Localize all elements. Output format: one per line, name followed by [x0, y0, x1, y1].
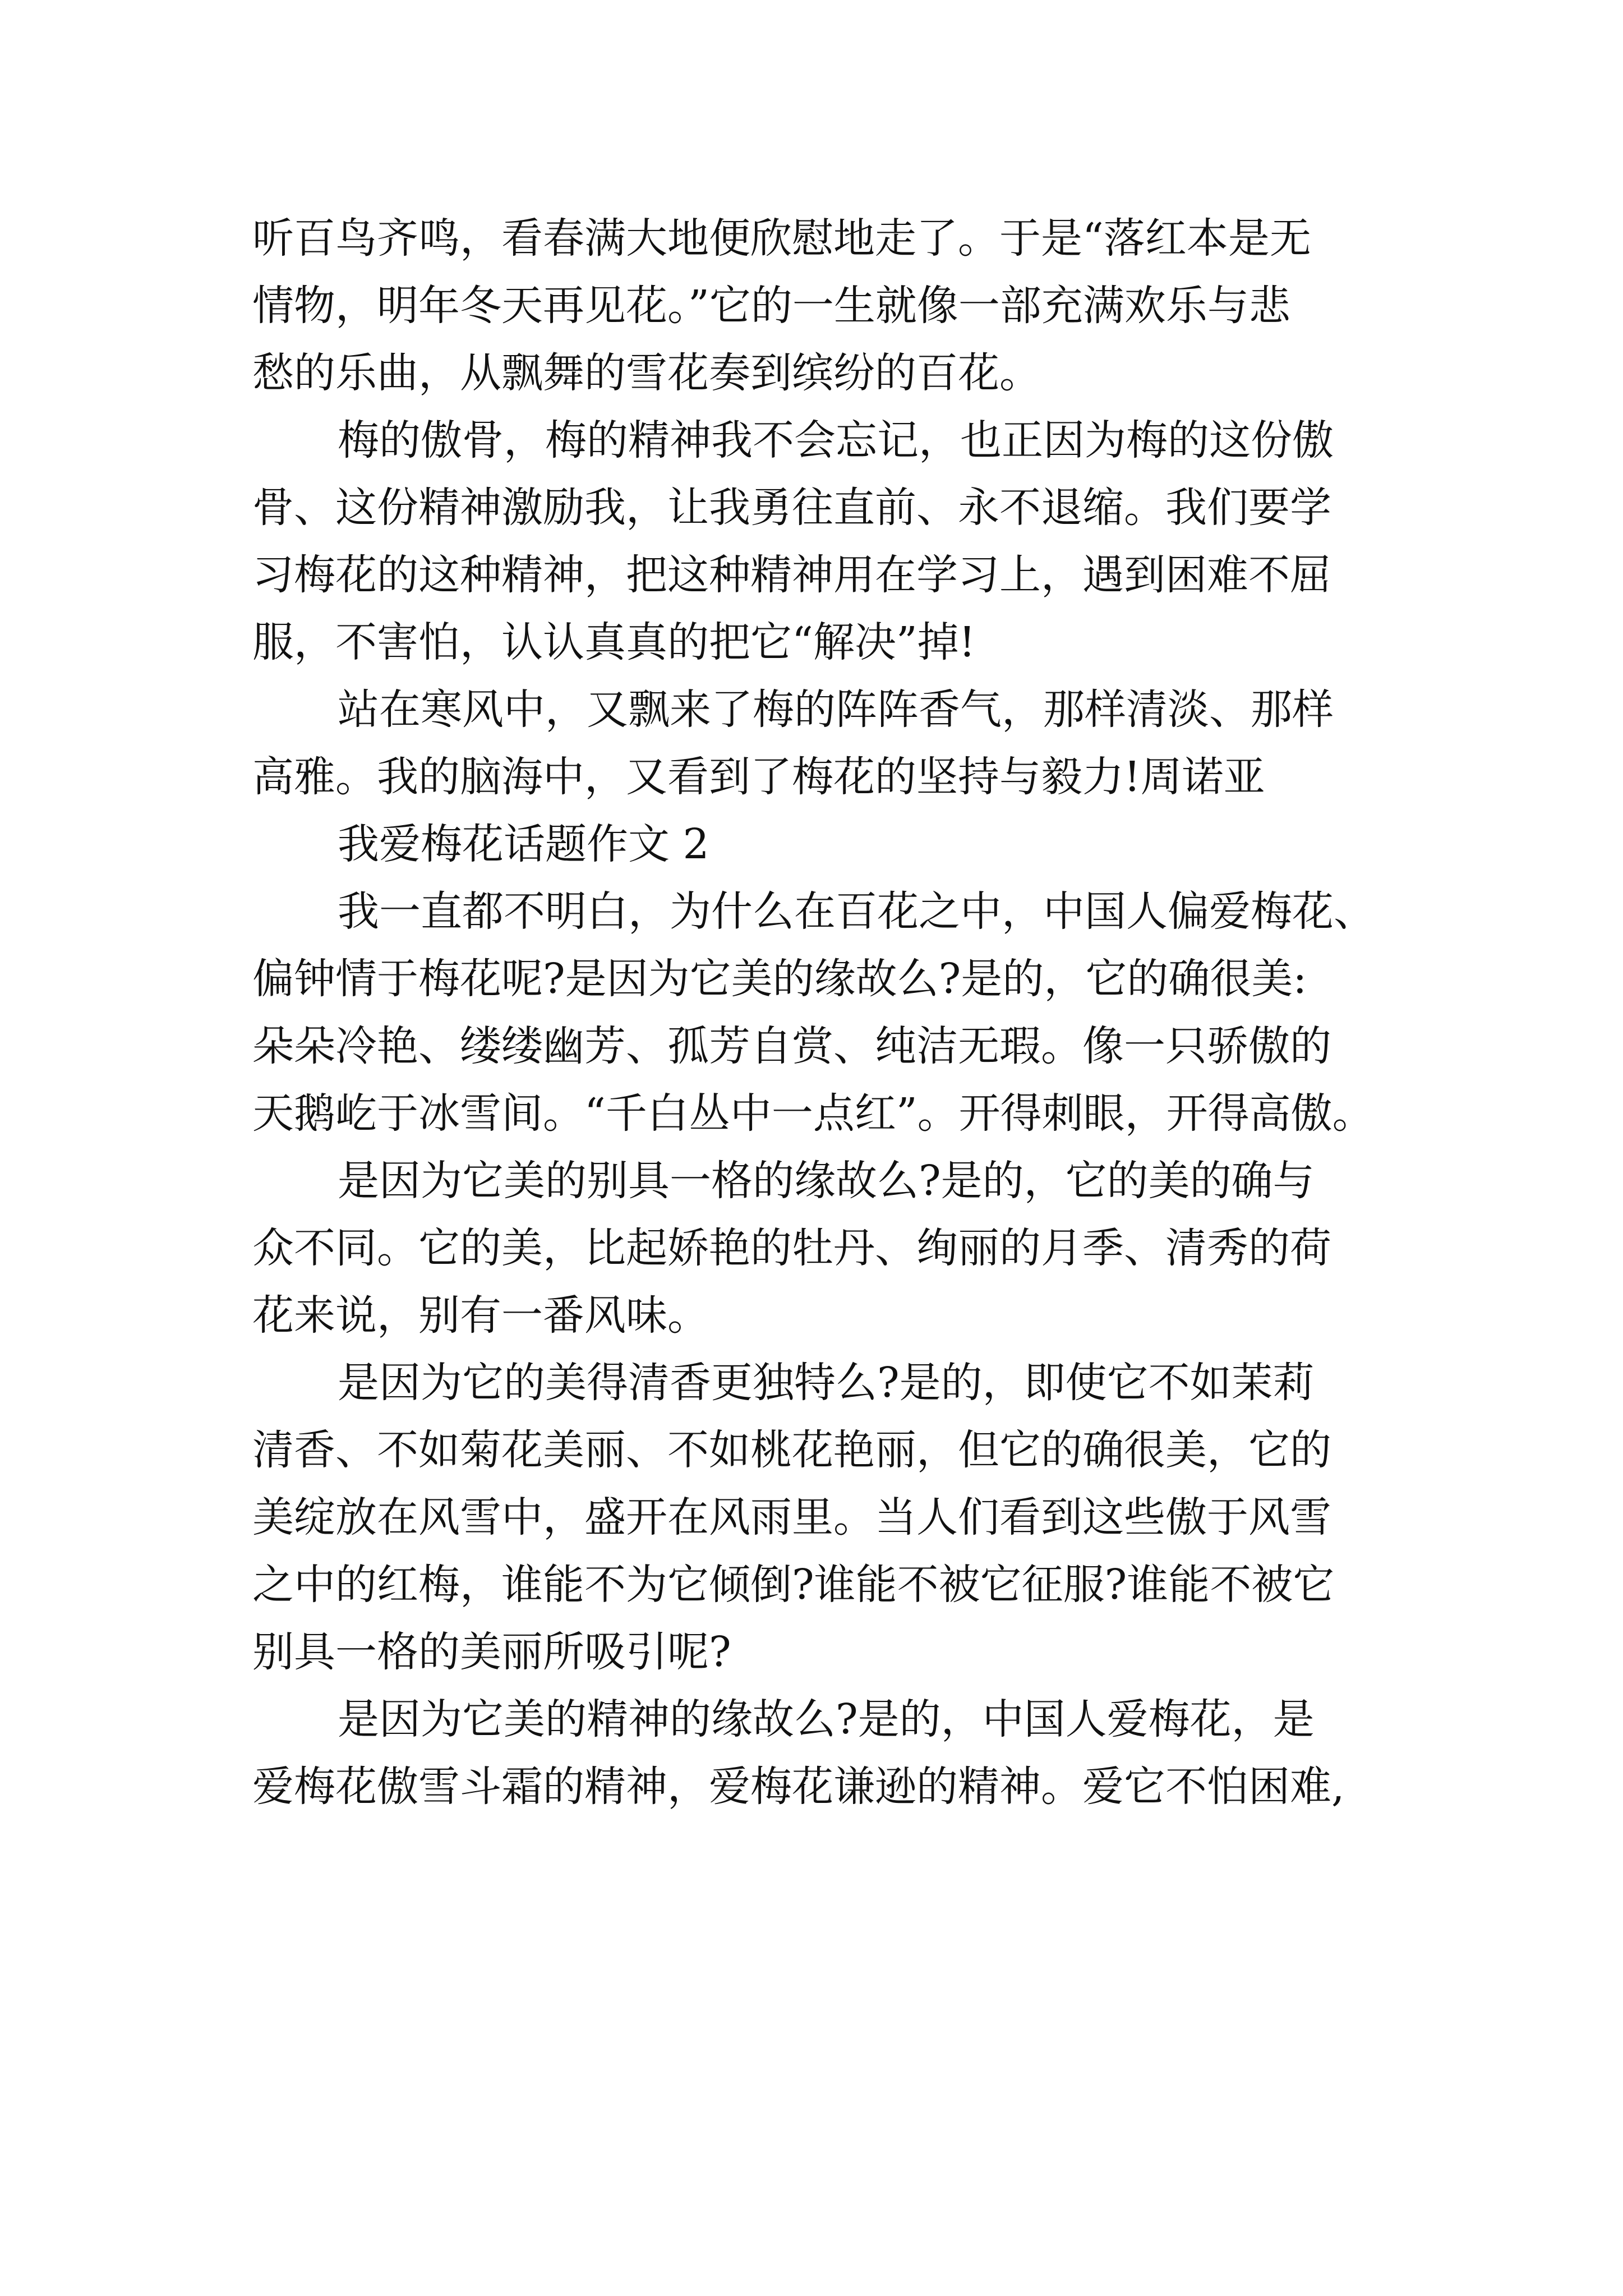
text-line: 清香、不如菊花美丽、不如桃花艳丽，但它的确很美，它的 — [252, 1426, 1331, 1474]
text-line: 梅的傲骨，梅的精神我不会忘记，也正因为梅的这份傲 — [338, 416, 1334, 464]
text-line: 是因为它的美得清香更独特么?是的，即使它不如茉莉 — [338, 1359, 1315, 1407]
text-line: 偏钟情于梅花呢?是因为它美的缘故么?是的，它的确很美: — [252, 955, 1307, 1003]
text-line: 愁的乐曲，从飘舞的雪花奏到缤纷的百花。 — [252, 349, 1041, 397]
text-line: 之中的红梅，谁能不为它倾倒?谁能不被它征服?谁能不被它 — [252, 1561, 1335, 1609]
text-line: 我一直都不明白，为什么在百花之中，中国人偏爱梅花、 — [338, 887, 1375, 936]
text-line: 朵朵冷艳、缕缕幽芳、孤芳自赏、纯洁无瑕。像一只骄傲的 — [252, 1022, 1331, 1070]
text-line: 花来说，别有一番风味。 — [252, 1291, 709, 1340]
text-line: 高雅。我的脑海中，又看到了梅花的坚持与毅力!周诺亚 — [252, 753, 1265, 801]
text-line: 是因为它美的别具一格的缘故么?是的，它的美的确与 — [338, 1157, 1315, 1205]
essay-text — [252, 205, 1380, 1820]
text-line: 骨、这份精神激励我，让我勇往直前、永不退缩。我们要学 — [252, 484, 1331, 532]
text-line: 爱梅花傲雪斗霜的精神，爱梅花谦逊的精神。爱它不怕困难, — [252, 1763, 1345, 1811]
text-line: 别具一格的美丽所吸引呢? — [252, 1628, 731, 1676]
section-title: 我爱梅花话题作文 2 — [338, 820, 709, 868]
text-line: 众不同。它的美，比起娇艳的牡丹、绚丽的月季、清秀的荷 — [252, 1224, 1331, 1272]
text-line: 听百鸟齐鸣，看春满大地便欣慰地走了。于是“落红本是无 — [252, 214, 1311, 263]
text-line: 服，不害怕，认认真真的把它“解决”掉! — [252, 618, 976, 666]
text-line: 美绽放在风雪中，盛开在风雨里。当人们看到这些傲于风雪 — [252, 1493, 1331, 1542]
text-line: 站在寒风中，又飘来了梅的阵阵香气，那样清淡、那样 — [338, 685, 1334, 734]
text-line: 天鹅屹于冰雪间。“千白丛中一点红”。开得刺眼，开得高傲。 — [252, 1089, 1374, 1138]
text-line: 情物，明年冬天再见花。”它的一生就像一部充满欢乐与悲 — [252, 282, 1290, 330]
text-line: 是因为它美的精神的缘故么?是的，中国人爱梅花，是 — [338, 1695, 1315, 1743]
text-line: 习梅花的这种精神，把这种精神用在学习上，遇到困难不屈 — [252, 551, 1331, 599]
